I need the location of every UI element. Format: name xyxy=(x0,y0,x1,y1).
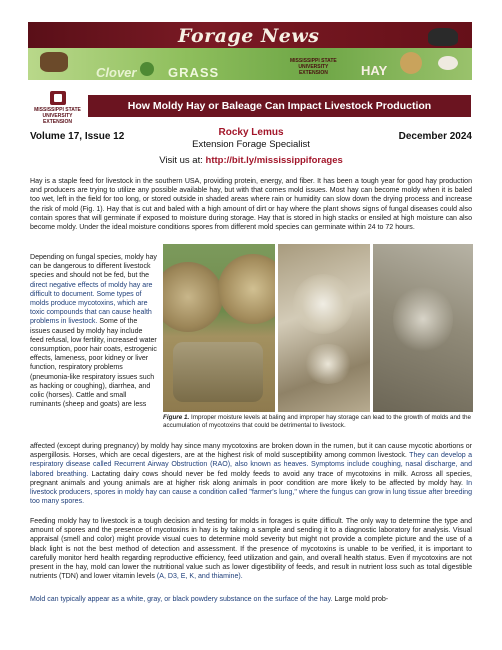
hay-bale-icon xyxy=(400,52,422,74)
intro-paragraph: Hay is a staple feed for livestock in the southern USA, providing protein, energy, and fiber. It has been a tough year for good hay production and producers are trying to utilize any possible available hay, but with that comes mold issues. Most hay can become moldy when it is baled too wet, left in the field for too long, or stored outside in shaded areas where rain or humidity can slow down the drying process and increase the risk of mold (Fig. 1). Hay that is cut and baled with a high amount of dirt or hay where the plant shows signs of fungal diseases could also contain spores that will germinate if exposed to moisture during storage. Hay that is stored in high stacks or ensiled at high moisture can also become moldy. Under the ideal moisture conditions spores from different mold species can germinate within 24 to 72 hours. xyxy=(30,178,472,232)
highlight-heaves: They can develop a respiratory disease called Recurrent Airway Obstruction (RAO), also known as heaves. Symptoms include coughing, nasal discharge, and labored breathing. xyxy=(30,452,473,478)
mold-appearance-paragraph: Mold can typically appear as a white, gray, or black powdery substance on the surface of the hay. Large mold prob- xyxy=(30,596,389,603)
left-column-text: Depending on fungal species, moldy hay can be dangerous to different livestock species and should not be fed, but the direct negative effects of moldy hay are difficult to document. Some types of molds produce mycotoxins, which are toxic compounds that can cause health problems in livestock. Some of the issues caused by moldy hay include feed refusal, low fertility, increased water consumption, poor hair coats, estrogenic effects, lameness, poor kidney or liver function, respiratory problems (pneumonia-like respiratory issues such as hacking or coughing), diarrhea, and colic (horses). Cattle and small ruminants (sheep and goats) are less xyxy=(30,254,157,409)
highlight-mycotoxins: direct negative effects of moldy hay are difficult to document. Some types of molds produce mycotoxins, which are toxic compounds that can cause health problems in livestock. xyxy=(30,281,153,326)
moldy-bale-photo-field xyxy=(163,244,275,412)
forage-news-banner xyxy=(28,22,472,80)
banner-word-hay: HAY xyxy=(361,63,388,78)
author-name: Rocky Lemus xyxy=(218,127,284,138)
figure-1 xyxy=(163,244,473,440)
author-role: Extension Forage Specialist xyxy=(192,139,310,150)
highlight-mold-appearance: Mold can typically appear as a white, gray, or black powdery substance on the surface of the hay. xyxy=(30,596,333,603)
banner-institution: MISSISSIPPI STATE UNIVERSITY EXTENSION xyxy=(290,58,337,76)
issue-date: December 2024 xyxy=(398,131,472,142)
figure-caption: Figure 1. Improper moisture levels at baling and improper hay storage can lead to the growth of molds and the accumulation of mycotoxins that could be detrimental to livestock. xyxy=(163,414,472,429)
visit-line: Visit us at: http://bit.ly/mississippiforages xyxy=(159,155,343,166)
banner-word-grass: GRASS xyxy=(168,65,220,80)
testing-paragraph: Feeding moldy hay to livestock is a tough decision and testing for molds in forages is quite difficult. The only way to determine the type and amount of spores and the presence of mycotoxins in hay is by taking a sample and sending it to a diagnostic laboratory for analysis. Visual appraisal (smell and color) might provide visual cues to determine mold severity but might not provide a complete picture and the use of a black light is not the best method of detection and assessment. If the presence of mycotoxins is unable to be verified, it is important to carefully monitor herd health regarding reproductive efficiency, feed utilization and gain, and overall health status. Even if mycotoxins are not present in the hay, mold can lower the nutritional value such as lower digestibility of feeds, and result in nutrient loss such as total digestible nutrients (TDN) and lower vitamin levels (A, D3, E, K, and thiamine). xyxy=(30,518,472,581)
msu-extension-logo: MISSISSIPPI STATE UNIVERSITY EXTENSION xyxy=(30,91,85,131)
cattle-icon xyxy=(428,28,458,46)
banner-title: Forage News xyxy=(178,25,320,47)
issue-number: Volume 17, Issue 12 xyxy=(30,131,125,142)
moldy-hay-closeup-photo xyxy=(278,244,370,412)
mycotoxin-paragraph: affected (except during pregnancy) by moldy hay since many mycotoxins are broken down in the rumen, but it can cause mycotic abortions or aspergillosis. Horses, which are cecal digesters, are at the highest risk of mold susceptibility among common livestock. They can develop a respiratory disease called Recurrent Airway Obstruction (RAO), also known as heaves. Symptoms include coughing, nasal discharge, and labored breathing. Lactating dairy cows should never be fed moldy feeds to avoid any trace of mycotoxins in milk. Across all species, pregnant animals and young animals are at higher risk along animals in poor condition are more likely to be affected by moldy hay. In livestock producers, spores in moldy hay can cause a condition called "farmer's lung," where the fungus can grow in lung tissue after breeding too many spores. xyxy=(30,443,473,506)
clover-icon xyxy=(140,62,154,76)
msu-logo-icon xyxy=(50,91,66,105)
banner-word-clover: Clover xyxy=(96,65,137,80)
horse-icon xyxy=(40,52,68,72)
highlight-vitamins: (A, D3, E, K, and thiamine). xyxy=(156,573,243,581)
moldy-hay-fiber-photo xyxy=(373,244,473,412)
issue-meta xyxy=(30,127,472,151)
highlight-farmers-lung: In livestock producers, spores in moldy hay can cause a condition called "farmer's lung," where the fungus can grow in lung tissue after breeding too many spores. xyxy=(30,479,472,506)
sheep-icon xyxy=(438,56,458,70)
article-headline: How Moldy Hay or Baleage Can Impact Livestock Production xyxy=(88,95,471,117)
website-link[interactable]: http://bit.ly/mississippiforages xyxy=(205,155,343,166)
